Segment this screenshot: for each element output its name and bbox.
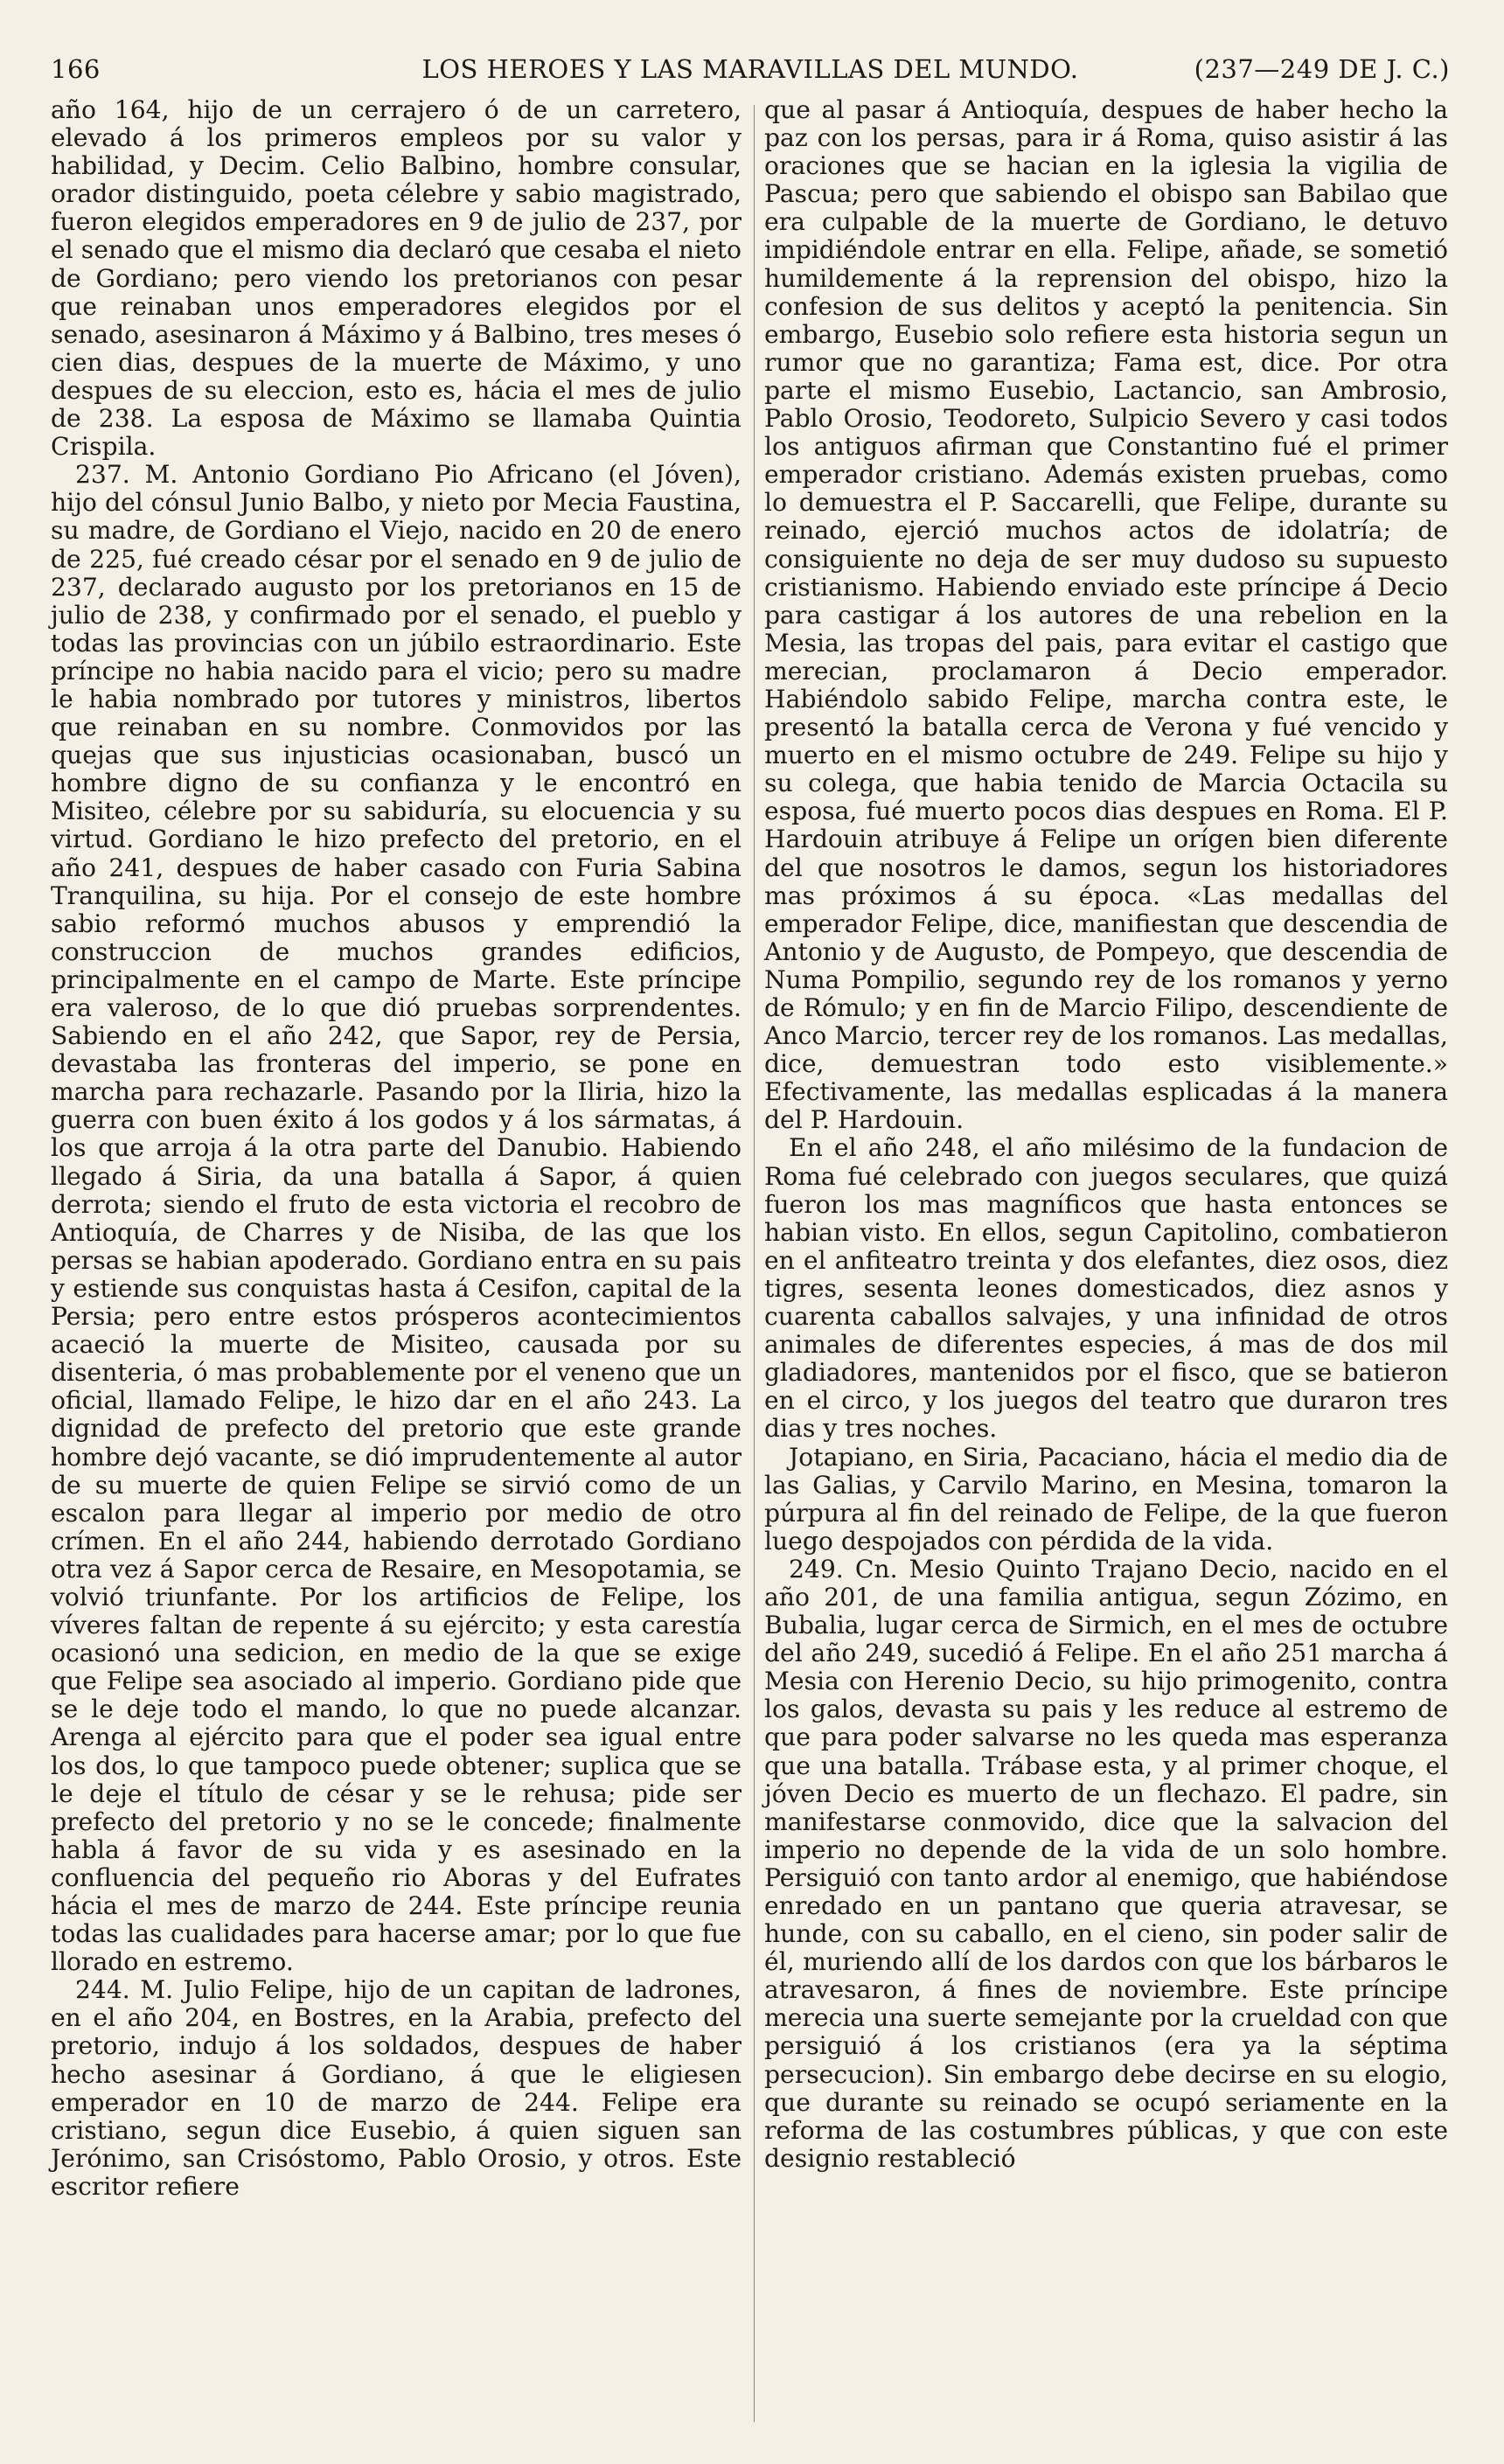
left-column (51, 96, 742, 2201)
paragraph: Jotapiano, en Siria, Pacaciano, hácia el medio dia de las Galias, y Carvilo Marino, en Mesina, tomaron la púrpura al fin del reinado de Felipe, de la que fueron luego despojados con pérdida de la vida. (764, 1442, 1448, 1556)
paragraph: que al pasar á Antioquía, despues de haber hecho la paz con los persas, para ir á Roma, quiso asistir á las oraciones que se hacian en la iglesia la vigilia de Pascua; pero que sabiendo el obispo san Babilao que era culpable de la muerte de Gordiano, le detuvo impidiéndole entrar en ella. Felipe, añade, se sometió humildemente á la reprension del obispo, hizo la confesion de sus delitos y aceptó la penitencia. Sin embargo, Eusebio solo refiere esta historia segun un rumor que no garantiza; Fama est, dice. Por otra parte el mismo Eusebio, Lactancio, san Ambrosio, Pablo Orosio, Teodoreto, Sulpicio Severo y casi todos los antiguos afirman que Constantino fué el primer emperador cristiano. Además existen pruebas, como lo demuestra el P. Saccarelli, que Felipe, durante su reinado, ejerció muchos actos de idolatría; de consiguiente no deja de ser muy dudoso su supuesto cristianismo. Habiendo enviado este príncipe á Decio para castigar á los autores de una rebelion en la Mesia, las tropas del pais, para evitar el castigo que merecian, proclamaron á Decio emperador. Habiéndolo sabido Felipe, marcha contra este, le presentó la batalla cerca de Verona y fué vencido y muerto en el mismo octubre de 249. Felipe su hijo y su colega, que habia tenido de Marcia Octacila su esposa, fué muerto pocos dias despues en Roma. El P. Hardouin atribuye á Felipe un orígen bien diferente del que nosotros le damos, segun los historiadores mas próximos á su época. «Las medallas del emperador Felipe, dice, manifiestan que descendia de Antonio y de Augusto, de Pompeyo, que descendia de Numa Pompilio, segundo rey de los romanos y yerno de Rómulo; y en fin de Marcio Filipo, descendiente de Anco Marcio, tercer rey de los romanos. Las medallas, dice, demuestran todo esto visiblemente.» Efectivamente, las medallas esplicadas á la manera del P. Hardouin. (764, 95, 1448, 1135)
paragraph: En el año 248, el año milésimo de la fundacion de Roma fué celebrado con juegos seculares, que quizá fueron los mas magníficos que hasta entonces se habian visto. En ellos, segun Capitolino, combatieron en el anfiteatro treinta y dos elefantes, diez osos, diez tigres, sesenta leones domesticados, diez asnos y cuarenta caballos salvajes, y una infinidad de otros animales de diferentes especies, á mas de dos mil gladiadores, mantenidos por el fisco, que se batieron en el circo, y los juegos del teatro que duraron tres dias y tres noches. (764, 1133, 1448, 1444)
paragraph: año 164, hijo de un cerrajero ó de un carretero, elevado á los primeros empleos por su valor y habilidad, y Decim. Celio Balbino, hombre consular, orador distinguido, poeta célebre y sabio magistrado, fueron elegidos emperadores en 9 de julio de 237, por el senado que el mismo dia declaró que cesaba el nieto de Gordiano; pero viendo los pretorianos con pesar que reinaban unos emperadores elegidos por el senado, asesinaron á Máximo y á Balbino, tres meses ó cien dias, despues de la muerte de Máximo, y uno despues de su eleccion, esto es, hácia el mes de julio de 238. La esposa de Máximo se llamaba Quintia Crispila. (51, 95, 742, 462)
page-header (51, 54, 1450, 98)
page-number: 166 (51, 54, 101, 84)
paragraph: 237. M. Antonio Gordiano Pio Africano (el Jóven), hijo del cónsul Junio Balbo, y nieto por Mecia Faustina, su madre, de Gordiano el Viejo, nacido en 20 de enero de 225, fué creado césar por el senado en 9 de julio de 237, declarado augusto por los pretorianos en 15 de julio de 238, y confirmado por el senado, el pueblo y todas las provincias con un júbilo estraordinario. Este príncipe no habia nacido para el vicio; pero su madre le habia nombrado por tutores y ministros, libertos que reinaban en su nombre. Conmovidos por las quejas que sus injusticias ocasionaban, buscó un hombre digno de su confianza y le encontró en Misiteo, célebre por su sabiduría, su elocuencia y su virtud. Gordiano le hizo prefecto del pretorio, en el año 241, despues de haber casado con Furia Sabina Tranquilina, su hija. Por el consejo de este hombre sabio reformó muchos abusos y emprendió la construccion de muchos grandes edificios, principalmente en el campo de Marte. Este príncipe era valeroso, de lo que dió pruebas sorprendentes. Sabiendo en el año 242, que Sapor, rey de Persia, devastaba las fronteras del imperio, se pone en marcha para rechazarle. Pasando por la Iliria, hizo la guerra con buen éxito á los godos y á los sármatas, á los que arroja á la otra parte del Danubio. Habiendo llegado á Siria, da una batalla á Sapor, á quien derrota; siendo el fruto de esta victoria el recobro de Antioquía, de Charres y de Nisiba, de las que los persas se habian apoderado. Gordiano entra en su pais y estiende sus conquistas hasta á Cesifon, capital de la Persia; pero entre estos prósperos acontecimientos acaeció la muerte de Misiteo, causada por su disenteria, ó mas probablemente por el veneno que un oficial, llamado Felipe, le hizo dar en el año 243. La dignidad de prefecto del pretorio que este grande hombre dejó vacante, se dió imprudentemente al autor de su muerte de quien Felipe se sirvió como de un escalon para llegar al imperio por medio de otro crímen. En el año 244, habiendo derrotado Gordiano otra vez á Sapor cerca de Resaire, en Mesopotamia, se volvió triunfante. Por los artificios de Felipe, los víveres faltan de repente á su ejército; y esta carestía ocasionó una sedicion, en medio de la que se exige que Felipe sea asociado al imperio. Gordiano pide que se le deje todo el mando, lo que no puede alcanzar. Arenga al ejército para que el poder sea igual entre los dos, lo que tampoco puede obtener; suplica que se le deje el título de césar y se le rehusa; pide ser prefecto del pretorio y no se le concede; finalmente habla á favor de su vida y es asesinado en la confluencia del pequeño rio Aboras y del Eufrates hácia el mes de marzo de 244. Este príncipe reunia todas las cualidades para hacerse amar; por lo que fue llorado en estremo. (51, 460, 742, 1977)
paragraph: 249. Cn. Mesio Quinto Trajano Decio, nacido en el año 201, de una familia antigua, segun Zózimo, en Bubalia, lugar cerca de Sirmich, en el mes de octubre del año 249, sucedió á Felipe. En el año 251 marcha á Mesia con Herenio Decio, su hijo primogenito, contra los galos, devasta su pais y les reduce al estremo de que para poder salvarse no les queda mas esperanza que una batalla. Trábase esta, y al primer choque, el jóven Decio es muerto de un flechazo. El padre, sin manifestarse conmovido, dice que la salvacion del imperio no depende de la vida de un solo hombre. Persiguió con tanto ardor al enemigo, que habiéndose enredado en un pantano que queria atravesar, se hunde, con su caballo, en el cieno, sin poder salir de él, muriendo allí de los dardos con que los bárbaros le atravesaron, á fines de noviembre. Este príncipe merecia una suerte semejante por la crueldad con que persiguió á los cristianos (era ya la séptima persecucion). Sin embargo debe decirse en su elogio, que durante su reinado se ocupó seriamente en la reforma de las costumbres públicas, y que con este designio restableció (764, 1554, 1448, 2173)
paragraph: 244. M. Julio Felipe, hijo de un capitan de ladrones, en el año 204, en Bostres, en la Arabia, prefecto del pretorio, indujo á los soldados, despues de haber hecho asesinar á Gordiano, á que le eligiesen emperador en 10 de marzo de 244. Felipe era cristiano, segun dice Eusebio, á quien siguen san Jerónimo, san Crisóstomo, Pablo Orosio, y otros. Este escritor refiere (51, 1975, 742, 2201)
date-range: (237—249 DE J. C.) (1194, 54, 1450, 84)
column-divider (754, 105, 755, 2422)
running-title: LOS HEROES Y LAS MARAVILLAS DEL MUNDO. (421, 54, 1079, 84)
right-column (764, 96, 1448, 2173)
